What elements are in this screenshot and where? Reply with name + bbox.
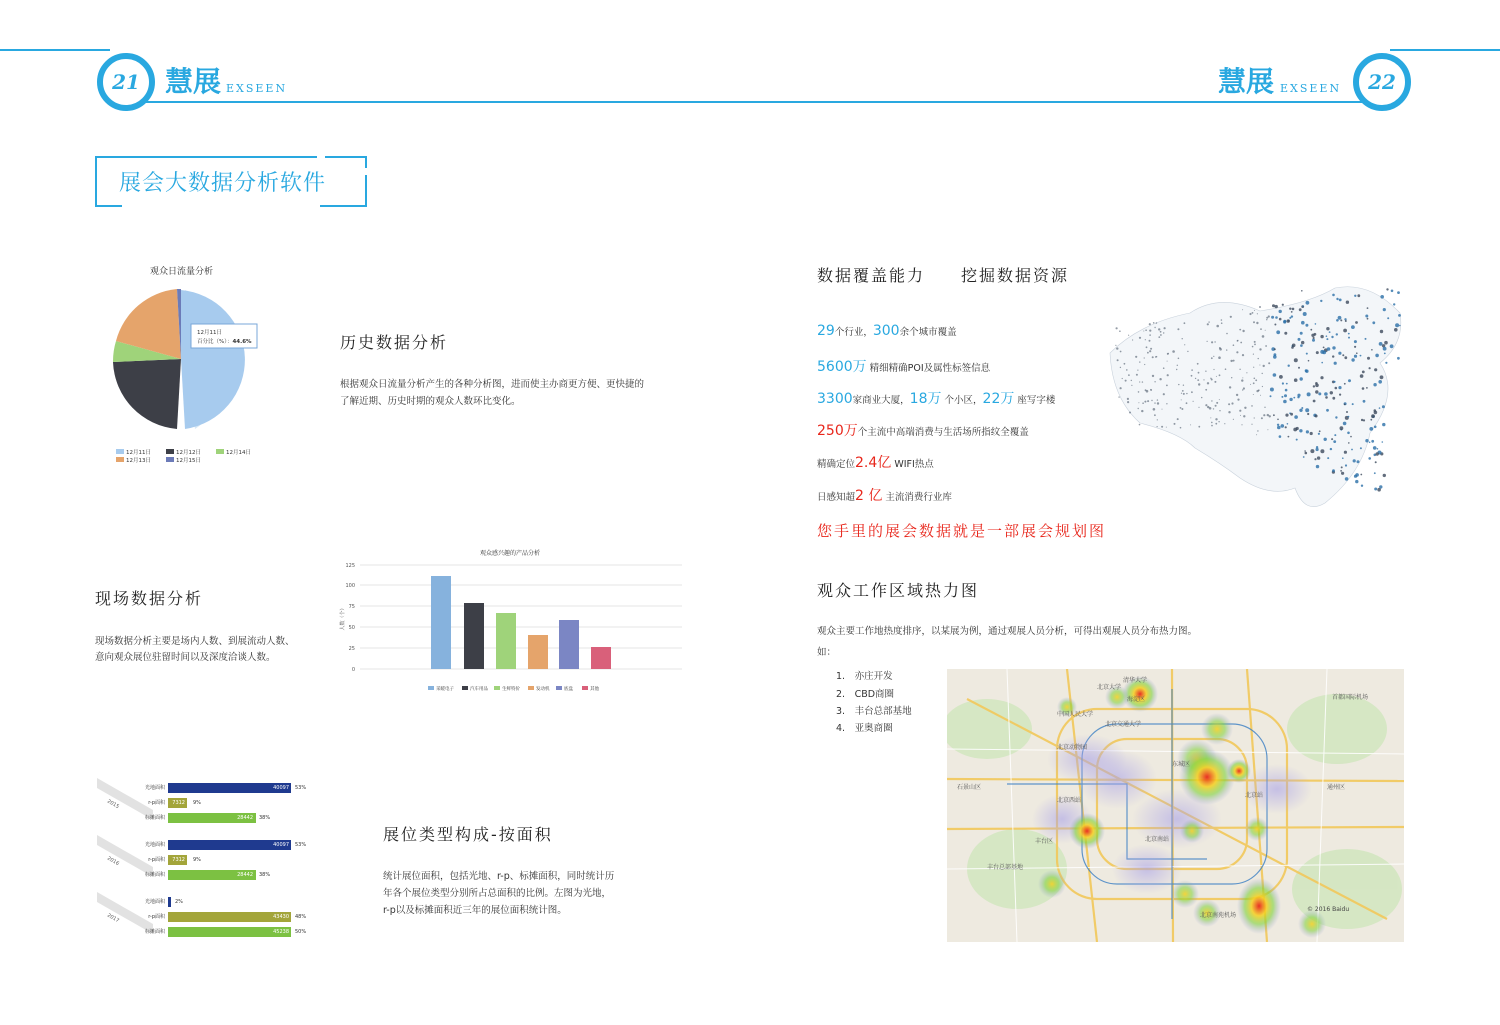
header-rule-left (0, 49, 110, 51)
bar-chart-title: 观众感兴趣的产品分析 (479, 550, 541, 557)
list-item: 3. 丰台总部基地 (836, 706, 912, 717)
booth-row-label: 光地面积 (144, 899, 165, 905)
section-title-box (95, 156, 367, 207)
heat-spot (1171, 880, 1199, 908)
header-rule (110, 101, 1390, 103)
heat-spot (1227, 759, 1251, 783)
china-dot-map (1100, 283, 1410, 533)
booth-line-3: r-p以及标摊面积近三年的展位面积统计图。 (383, 905, 567, 916)
heat-spot (1038, 870, 1066, 898)
bar-y-tick: 125 (345, 563, 355, 569)
booth-bar-value: 45238 (273, 929, 289, 935)
booth-title: 展位类型构成-按面积 (383, 825, 553, 844)
bar-y-tick: 50 (348, 625, 355, 631)
booth-row-label: 标摊面积 (144, 815, 165, 821)
section-title: 展会大数据分析软件 (119, 171, 327, 196)
bar-legend-label: 其他 (590, 687, 599, 692)
bar-y-tick: 100 (345, 583, 355, 589)
map-label: 北京西站 (1057, 797, 1082, 804)
heat-spot (1237, 878, 1281, 934)
booth-year-group-2015 (97, 778, 306, 823)
beijing-heatmap (947, 669, 1404, 942)
booth-bar-pct: 53% (295, 842, 307, 848)
page-number-left: 21 (97, 53, 155, 111)
bar-y-tick: 25 (348, 646, 355, 652)
heat-spot (1180, 819, 1204, 843)
booth-row-label: r-p面积 (148, 914, 165, 920)
pie-legend-label: 12月15日 (176, 458, 201, 464)
bar-y-tick: 75 (348, 604, 355, 610)
pie-slice-dec11 (181, 290, 245, 429)
heatmap-intro: 如： (817, 647, 837, 658)
heatmap-line-1: 观众主要工作地热度排序，以某展为例，通过观展人员分析，可得出观展人员分布热力图。 (817, 626, 1198, 637)
coverage-title: 数据覆盖能力 挖掘数据资源 (817, 266, 1070, 285)
booth-bar-pct: 53% (295, 785, 307, 791)
booth-year-label: 2016 (106, 855, 121, 868)
heat-spot (1245, 817, 1269, 841)
list-item: 1. 亦庄开发 (836, 671, 893, 682)
booth-bar-pct: 9% (193, 857, 201, 863)
booth-year-group-2016 (97, 835, 306, 880)
heatmap-title: 观众工作区域热力图 (817, 581, 980, 600)
booth-bar-pct: 38% (259, 872, 271, 878)
history-line-1: 根据观众日流量分析产生的各种分析图，进而使主办商更方便、更快捷的 (340, 379, 645, 390)
pie-legend-label: 12月11日 (126, 450, 151, 456)
map-label: 通州区 (1327, 784, 1346, 791)
onsite-line-2: 意向观众展位驻留时间以及深度洽谈人数。 (95, 652, 276, 663)
booth-row-label: 标摊面积 (144, 929, 165, 935)
brand-english-right: EXSEEN (1280, 82, 1342, 95)
stat-consumption: 日感知超2 亿 主流消费行业库 (817, 488, 952, 504)
history-title: 历史数据分析 (340, 333, 449, 352)
bar-series-4 (528, 635, 548, 669)
booth-line-1: 统计展位面积，包括光地、r-p、标摊面积，同时统计历 (383, 871, 615, 882)
booth-row-label: 光地面积 (144, 842, 165, 848)
pie-chart (105, 282, 275, 442)
map-label: 丰台总部基地 (987, 864, 1024, 871)
map-label: 北京南苑机场 (1200, 912, 1237, 919)
heat-spot (1201, 713, 1233, 745)
map-label: 北京大学 (1097, 684, 1122, 691)
booth-bar-value: 40097 (273, 842, 289, 848)
pie-legend-label: 12月13日 (126, 458, 151, 464)
map-label: 清华大学 (1123, 677, 1148, 684)
header-rule-right (1390, 49, 1500, 51)
product-interest-bar-chart (330, 543, 690, 703)
booth-bar-value: 40097 (273, 785, 289, 791)
map-label: 中国人民大学 (1057, 711, 1094, 718)
list-item: 4. 亚奥商圈 (836, 723, 893, 734)
bar-y-tick: 0 (351, 667, 355, 673)
booth-bar-value: 28442 (237, 815, 253, 821)
map-label: 海淀区 (1127, 696, 1146, 703)
pie-tooltip-date: 12月11日 (197, 330, 222, 336)
stat-poi: 5600万 精细精确POI及属性标签信息 (817, 359, 991, 375)
history-line-2: 了解近期、历史时期的观众人数环比变化。 (340, 396, 521, 407)
map-label: 石景山区 (957, 784, 982, 791)
stat-buildings: 3300家商业大厦，18万 个小区，22万 座写字楼 (817, 391, 1056, 407)
booth-bar-pct: 2% (175, 899, 183, 905)
bar-legend-label: 底盘 (564, 687, 573, 692)
stat-wifi: 精确定位2.4亿 WIFI热点 (817, 455, 934, 471)
heat-spot (1069, 813, 1105, 849)
brand-english-left: EXSEEN (226, 82, 288, 95)
bar-legend-label: 采暖电子 (436, 687, 454, 692)
booth-bar-pct: 48% (295, 914, 307, 920)
map-label: 首都国际机场 (1332, 694, 1369, 701)
brand-logo-left: 慧展 (165, 65, 222, 98)
map-label: 北京交通大学 (1105, 721, 1142, 728)
booth-row-label: r-p面积 (148, 857, 165, 863)
booth-line-2: 年各个展位类型分别所占总面积的比例。左图为光地， (383, 888, 612, 899)
bar-series-3 (496, 613, 516, 669)
onsite-title: 现场数据分析 (95, 589, 204, 608)
bar-y-label: 人数（个） (340, 605, 346, 631)
bar-series-1 (431, 576, 451, 669)
map-label: 东城区 (1172, 761, 1191, 768)
bar-legend-label: 发动机 (536, 687, 550, 692)
pie-slice-dec12 (113, 359, 181, 429)
stat-venues: 250万个主流中高端消费与生活场所指纹全覆盖 (817, 423, 1029, 439)
booth-bar-pct: 9% (193, 800, 201, 806)
bar-legend-label: 生鲜特价 (502, 687, 520, 692)
pie-tooltip (191, 324, 257, 348)
booth-year-group-2017 (97, 892, 306, 937)
map-label: 北京南站 (1145, 836, 1170, 843)
booth-bar-pct: 38% (259, 815, 271, 821)
pie-legend-label: 12月14日 (226, 450, 251, 456)
pie-legend (112, 448, 272, 468)
bar-series-2 (464, 603, 484, 669)
pie-tooltip-value: 44.6% (232, 339, 252, 345)
booth-year-label: 2017 (106, 912, 121, 925)
booth-year-label: 2015 (106, 798, 121, 811)
booth-bar-value: 7312 (172, 857, 185, 863)
map-label: 北京站 (1245, 792, 1264, 799)
pie-tooltip-label: 百分比（%）： (197, 339, 233, 345)
booth-bar-value: 28442 (237, 872, 253, 878)
booth-bar-value: 7312 (172, 800, 185, 806)
page-number-right: 22 (1353, 53, 1411, 111)
pie-chart-title: 观众日流量分析 (150, 267, 214, 277)
booth-row-label: 光地面积 (144, 785, 165, 791)
heat-spot (1179, 749, 1235, 805)
svg-text:百分比（%）：44.6% (197, 337, 252, 345)
brand-logo-right: 慧展 (1218, 65, 1275, 98)
booth-bar-value: 43430 (273, 914, 289, 920)
heat-spot (1298, 910, 1326, 938)
onsite-line-1: 现场数据分析主要是场内人数、到展流动人数、 (95, 636, 295, 647)
map-copyright: © 2016 Baidu (1307, 906, 1350, 913)
stat-industries: 29个行业，300余个城市覆盖 (817, 323, 957, 339)
booth-row-label: r-p面积 (148, 800, 165, 806)
map-label: 北京动物园 (1057, 744, 1088, 751)
bar-legend-label: 汽车用品 (470, 687, 488, 692)
coverage-highlight: 您手里的展会数据就是一部展会规划图 (817, 522, 1107, 540)
map-label: 丰台区 (1035, 838, 1054, 845)
booth-row-label: 标摊面积 (144, 872, 165, 878)
bar-series-5 (559, 620, 579, 669)
booth-bar-pct: 50% (295, 929, 307, 935)
booth-area-chart (95, 776, 335, 946)
list-item: 2. CBD商圈 (836, 689, 895, 700)
pie-legend-label: 12月12日 (176, 450, 201, 456)
bar-series-6 (591, 647, 611, 669)
